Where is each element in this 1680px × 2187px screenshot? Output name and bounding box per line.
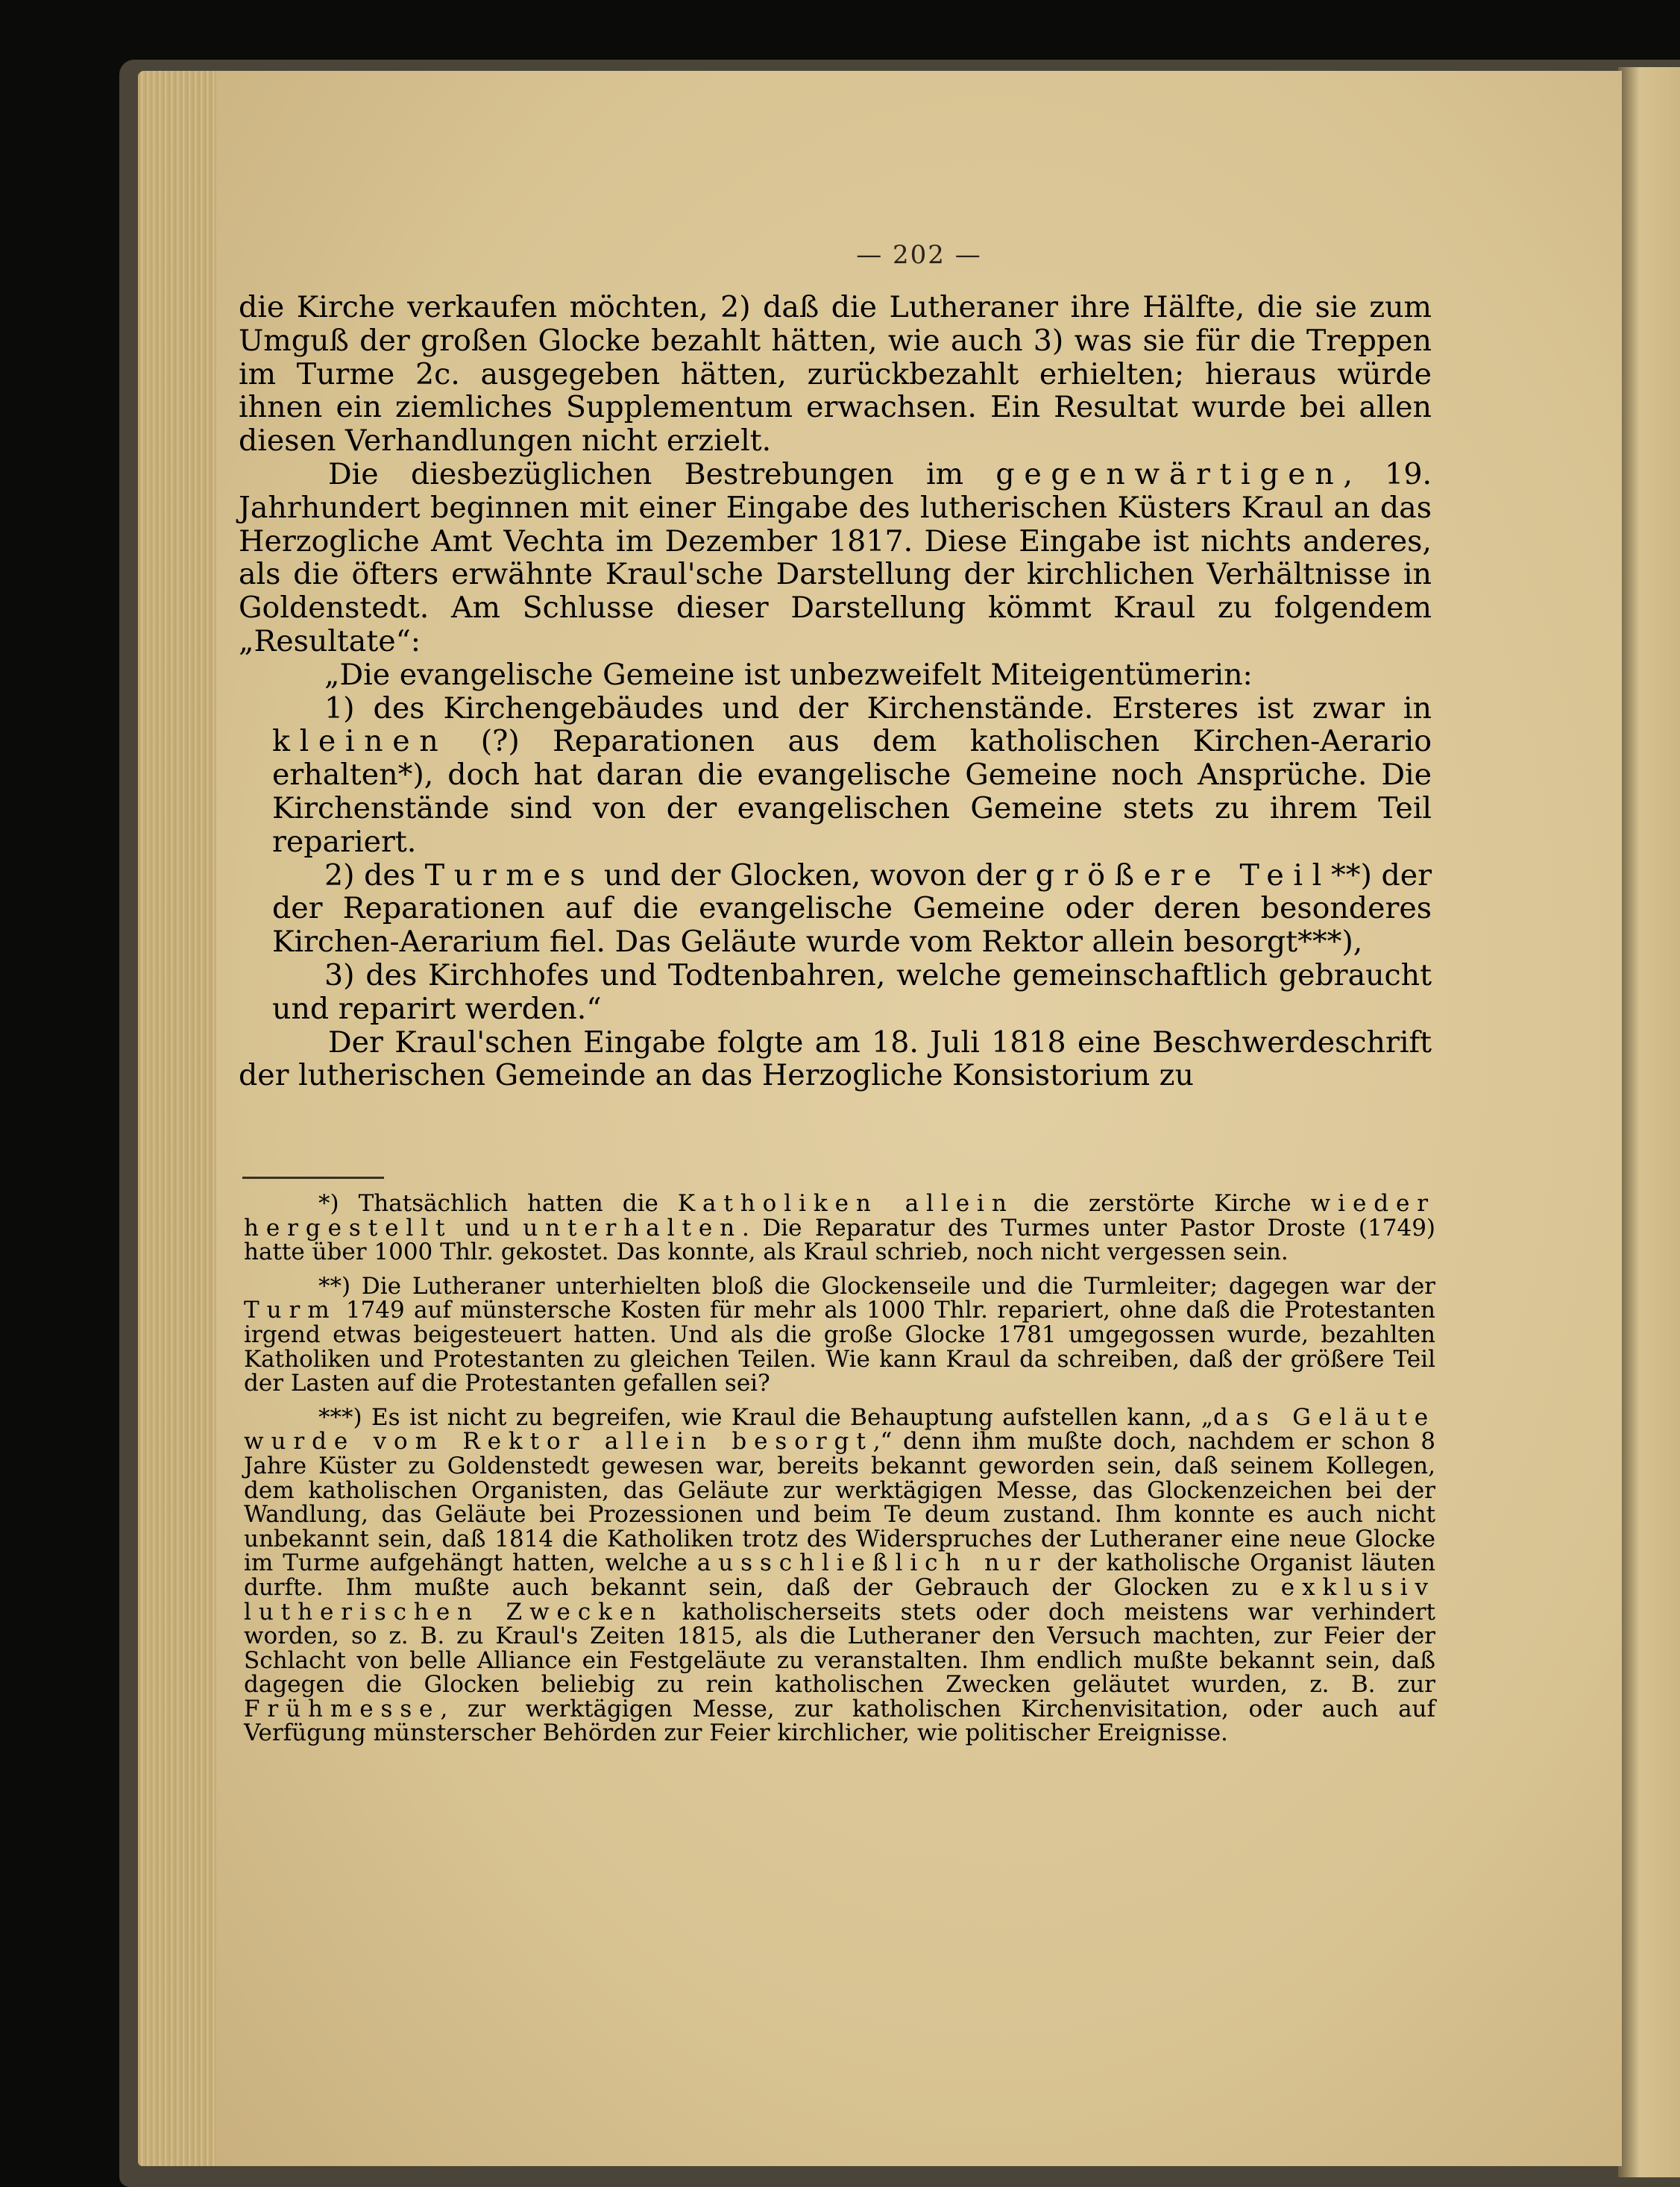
quote-item-3: 3) des Kirchhofes und Todtenbahren, welche gemeinschaftlich gebraucht und reparirt werden.“	[272, 957, 1432, 1026]
quoted-result-list	[239, 658, 1432, 1026]
main-text	[239, 291, 1432, 1092]
footnote-1: *) Thatsächlich hatten die Katholiken allein die zerstörte Kirche wieder hergestellt und unterhalten. Die Reparatur des Turmes unter Pastor Droste (1749) hatte über 1000 Thlr. gekostet. Das konnte, als Kraul schrieb, noch nicht vergessen sein.	[244, 1190, 1436, 1266]
next-page-gutter	[1618, 67, 1680, 2177]
footnote-divider	[242, 1177, 384, 1179]
quote-item-1: 1) des Kirchengebäudes und der Kirchenstände. Ersteres ist zwar in kleinen (?) Reparationen aus dem katholischen Kirchen-Aerario erhalten*), doch hat daran die evangelische Gemeine noch Ansprüche. Die Kirchenstände sind von der evangelischen Gemeine stets zu ihrem Teil repariert.	[272, 690, 1432, 859]
quote-item-2: 2) des Turmes und der Glocken, wovon der größere Teil**) der der Reparationen auf die evangelische Gemeine oder deren besonderes Kirchen-Aerarium fiel. Das Geläute wurde vom Rektor allein besorgt***),	[272, 858, 1432, 960]
page-edges	[138, 71, 224, 2166]
quote-intro: „Die evangelische Gemeine ist unbezweifelt Miteigentümerin:	[324, 657, 1253, 692]
footnotes	[244, 1192, 1435, 1755]
page-number: — 202 —	[856, 240, 982, 270]
footnote-2: **) Die Lutheraner unterhielten bloß die Glockenseile und die Turmleiter; dagegen war der Turm 1749 auf münstersche Kosten für mehr als 1000 Thlr. repariert, ohne daß die Protestanten irgend etwas beigesteuert hatten. Und als die große Glocke 1781 umgegossen wurde, bezahlten Katholiken und Protestanten zu gleichen Teilen. Wie kann Kraul da schreiben, daß der größere Teil der Lasten auf die Protestanten gefallen sei?	[244, 1272, 1435, 1397]
footnote-3: ***) Es ist nicht zu begreifen, wie Kraul die Behauptung aufstellen kann, „das Geläute wurde vom Rektor allein besorgt,“ denn ihm mußte doch, nachdem er schon 8 Jahre Küster zu Goldenstedt gewesen war, bereits bekannt geworden sein, daß seinem Kollegen, dem katholischen Organisten, das Geläute zur werktägigen Messe, das Glockenzeichen bei der Wandlung, das Geläute bei Prozessionen und beim Te deum zustand. Ihm konnte es auch nicht unbekannt sein, daß 1814 die Katholiken trotz des Widerspruches der Lutheraner eine neue Glocke im Turme aufgehängt hatten, welche ausschließlich nur der katholische Organist läuten durfte. Ihm mußte auch bekannt sein, daß der Gebrauch der Glocken zu exklusiv lutherischen Zwecken katholischerseits stets oder doch meistens war verhindert worden, so z. B. zu Kraul's Zeiten 1815, als die Lutheraner den Versuch machten, zur Feier der Schlacht von belle Alliance ein Festgeläute zu veranstalten. Ihm endlich mußte bekannt sein, daß dagegen die Glocken beliebig zu rein katholischen Zwecken geläutet wurden, z. B. zur Frühmesse, zur werktägigen Messe, zur katholischen Kirchenvisitation, oder auch auf Verfügung münsterscher Behörden zur Feier kirchlicher, wie politischer Ereignisse.	[244, 1403, 1436, 1747]
paragraph-2: Die diesbezüglichen Bestrebungen im gegenwärtigen, 19. Jahrhundert beginnen mit einer Eingabe des lutherischen Küsters Kraul an das Herzogliche Amt Vechta im Dezember 1817. Diese Eingabe ist nichts anderes, als die öfters erwähnte Kraul'sche Darstellung der kirchlichen Verhältnisse in Goldenstedt. Am Schlusse dieser Darstellung kömmt Kraul zu folgendem „Resultate“:	[239, 456, 1432, 658]
paragraph-1: die Kirche verkaufen möchten, 2) daß die Lutheraner ihre Hälfte, die sie zum Umguß der großen Glocke bezahlt hätten, wie auch 3) was sie für die Treppen im Turme 2c. ausgegeben hätten, zurückbezahlt erhielten; hieraus würde ihnen ein ziemliches Supplementum erwachsen. Ein Resultat wurde bei allen diesen Verhandlungen nicht erzielt.	[239, 290, 1432, 459]
paragraph-3: Der Kraul'schen Eingabe folgte am 18. Juli 1818 eine Beschwerdeschrift der lutherischen Gemeinde an das Herzogliche Konsistorium zu	[239, 1025, 1432, 1093]
